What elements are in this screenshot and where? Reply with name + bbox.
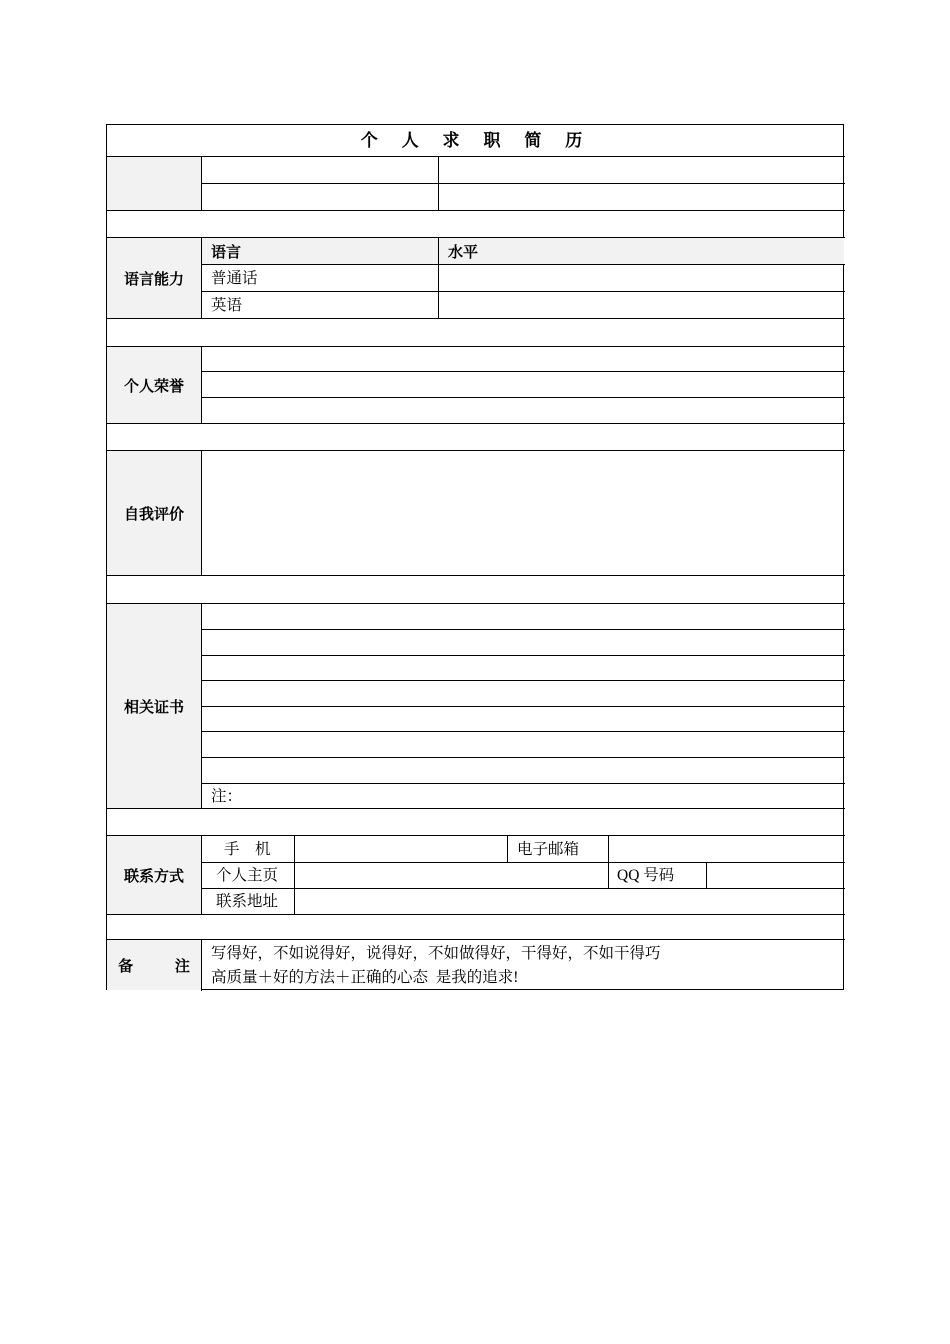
rule [507, 835, 508, 863]
rule [201, 291, 845, 292]
section-label-contact [107, 836, 201, 914]
language-header-row [202, 238, 844, 264]
rule [107, 575, 845, 576]
rule [201, 237, 202, 319]
level-col-header: 水平 [448, 243, 479, 261]
language-col-header: 语言 [211, 243, 242, 261]
rule [201, 835, 202, 915]
rule [107, 237, 845, 238]
section-label-text: 语言能力 [123, 269, 184, 288]
rule [201, 655, 845, 656]
section-label-text: 个人荣誉 [123, 376, 184, 395]
remarks-line-2: 高质量＋好的方法＋正确的心态 是我的追求! [211, 969, 519, 986]
rule [201, 939, 202, 991]
rule [107, 835, 845, 836]
homepage-label: 个人主页 [216, 867, 279, 884]
rule [107, 210, 845, 211]
rule [107, 346, 845, 347]
rule [201, 264, 845, 265]
rule [107, 914, 845, 915]
rule [706, 862, 707, 889]
rule [201, 183, 845, 184]
rule [201, 888, 845, 889]
rule [201, 156, 202, 211]
email-label: 电子邮箱 [517, 841, 580, 858]
rule [438, 237, 439, 319]
section-label-honors [107, 347, 201, 423]
section-label-text: 相关证书 [123, 697, 184, 716]
photo-cell [107, 157, 201, 210]
address-label: 联系地址 [216, 893, 279, 910]
qq-label: QQ 号码 [617, 867, 675, 884]
rule [107, 156, 845, 157]
rule [107, 318, 845, 319]
section-label-certificates [107, 604, 201, 808]
section-label-language [107, 238, 201, 318]
language-row-mandarin: 普通话 [211, 270, 258, 287]
rule [201, 706, 845, 707]
rule [201, 397, 845, 398]
rule [201, 757, 845, 758]
rule [201, 450, 202, 576]
rule [294, 835, 295, 915]
rule [201, 371, 845, 372]
rule [107, 939, 845, 940]
rule [107, 808, 845, 809]
rule [201, 731, 845, 732]
rule [107, 450, 845, 451]
phone-label: 手 机 [224, 841, 271, 858]
resume-form [106, 124, 844, 990]
section-label-text: 备 注 [118, 956, 190, 975]
remarks-line-1: 写得好，不如说得好，说得好，不如做得好，干得好，不如干得巧 [211, 945, 661, 962]
rule [201, 346, 202, 424]
rule [107, 603, 845, 604]
rule [107, 423, 845, 424]
rule [201, 680, 845, 681]
rule [201, 862, 845, 863]
certificates-note: 注： [211, 788, 243, 805]
section-label-text: 联系方式 [123, 866, 184, 885]
resume-title: 个 人 求 职 简 历 [360, 131, 592, 151]
rule [201, 629, 845, 630]
section-label-remarks [107, 940, 201, 990]
rule [201, 603, 202, 809]
rule [201, 783, 845, 784]
section-label-self-eval [107, 451, 201, 575]
rule [438, 156, 439, 211]
section-label-text: 自我评价 [123, 504, 184, 523]
language-row-english: 英语 [211, 297, 243, 314]
rule [608, 835, 609, 889]
